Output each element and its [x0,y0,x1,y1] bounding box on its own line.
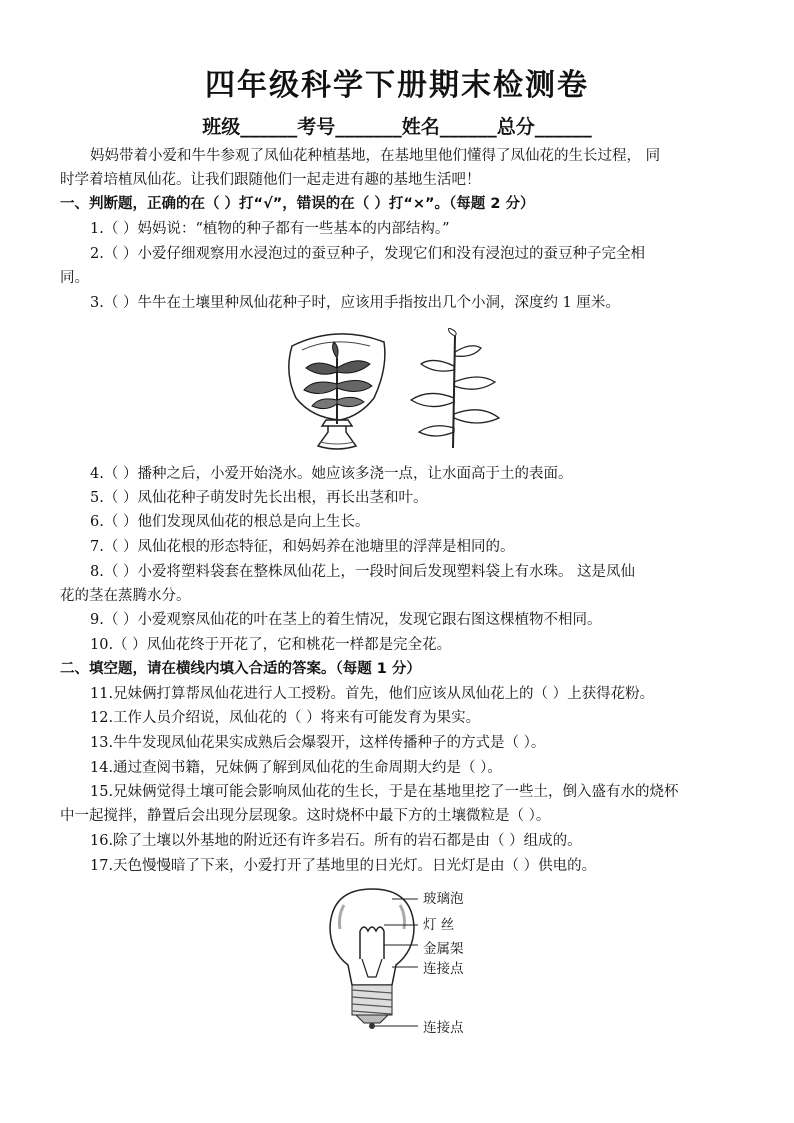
question-4: 4.（ ）播种之后，小爱开始浇水。她应该多浇一点，让水面高于土的表面。 [90,466,573,482]
page-title: 四年级科学下册期末检测卷 [205,68,589,103]
question-15-cont: 中一起搅拌，静置后会出现分层现象。这时烧杯中最下方的土壤微粒是（ ）。 [60,808,551,824]
student-info-line: 班级______考号_______姓名______总分______ [202,116,592,138]
bulb-label-metal-frame: 金属架 [423,941,464,957]
question-6: 6.（ ）他们发现凤仙花的根总是向上生长。 [90,514,370,530]
section1-heading: 一、判断题，正确的在（ ）打“√”，错误的在（ ）打“×”。（每题 2 分） [60,196,535,212]
bulb-label-filament: 灯 丝 [423,917,455,933]
bulb-label-contact-point-2: 连接点 [423,1020,464,1036]
question-11: 11.兄妹俩打算帮凤仙花进行人工授粉。首先，他们应该从凤仙花上的（ ）上获得花粉。 [90,686,655,702]
question-8: 8.（ ）小爱将塑料袋套在整株凤仙花上，一段时间后发现塑料袋上有水珠。 这是凤仙 [90,564,636,580]
question-15: 15.兄妹俩觉得土壤可能会影响凤仙花的生长，于是在基地里挖了一些土，倒入盛有水的烧杯 [90,784,679,800]
question-2-cont: 同。 [60,270,89,286]
alternate-leaf-plant-illustration [403,328,503,450]
bulb-label-contact-point-1: 连接点 [423,961,464,977]
question-10: 10.（ ）凤仙花终于开花了，它和桃花一样都是完全花。 [90,637,452,653]
question-5: 5.（ ）凤仙花种子萌发时先长出根，再长出茎和叶。 [90,490,428,506]
question-1: 1.（ ）妈妈说：“植物的种子都有一些基本的内部结构。” [90,221,450,237]
question-9: 9.（ ）小爱观察凤仙花的叶在茎上的着生情况，发现它跟右图这棵植物不相同。 [90,612,602,628]
question-8-cont: 花的茎在蒸腾水分。 [60,588,191,604]
question-16: 16.除了土壤以外基地的附近还有许多岩石。所有的岩石都是由（ ）组成的。 [90,833,582,849]
question-2: 2.（ ）小爱仔细观察用水浸泡过的蚕豆种子，发现它们和没有浸泡过的蚕豆种子完全相 [90,246,645,262]
intro-line-1: 妈妈带着小爱和牛牛参观了凤仙花种植基地，在基地里他们懂得了凤仙花的生长过程， 同 [90,148,661,164]
question-12: 12.工作人员介绍说，凤仙花的（ ）将来有可能发育为果实。 [90,710,481,726]
question-17: 17.天色慢慢暗了下来，小爱打开了基地里的日光灯。日光灯是由（ ）供电的。 [90,858,597,874]
question-13: 13.牛牛发现凤仙花果实成熟后会爆裂开，这样传播种子的方式是（ ）。 [90,735,546,751]
question-14: 14.通过查阅书籍，兄妹俩了解到凤仙花的生命周期大约是（ ）。 [90,760,502,776]
section2-heading: 二、填空题，请在横线内填入合适的答案。（每题 1 分） [60,661,421,677]
question-3: 3.（ ）牛牛在土壤里种凤仙花种子时，应该用手指按出几个小洞，深度约 1 厘米。 [90,295,620,311]
intro-line-2: 时学着培植凤仙花。让我们跟随他们一起走进有趣的基地生活吧！ [60,172,481,188]
bulb-label-glass-bulb: 玻璃泡 [423,891,464,907]
light-bulb-diagram [322,885,422,1035]
question-7: 7.（ ）凤仙花根的形态特征，和妈妈养在池塘里的浮萍是相同的。 [90,539,515,555]
plant-in-bag-illustration [282,328,392,453]
